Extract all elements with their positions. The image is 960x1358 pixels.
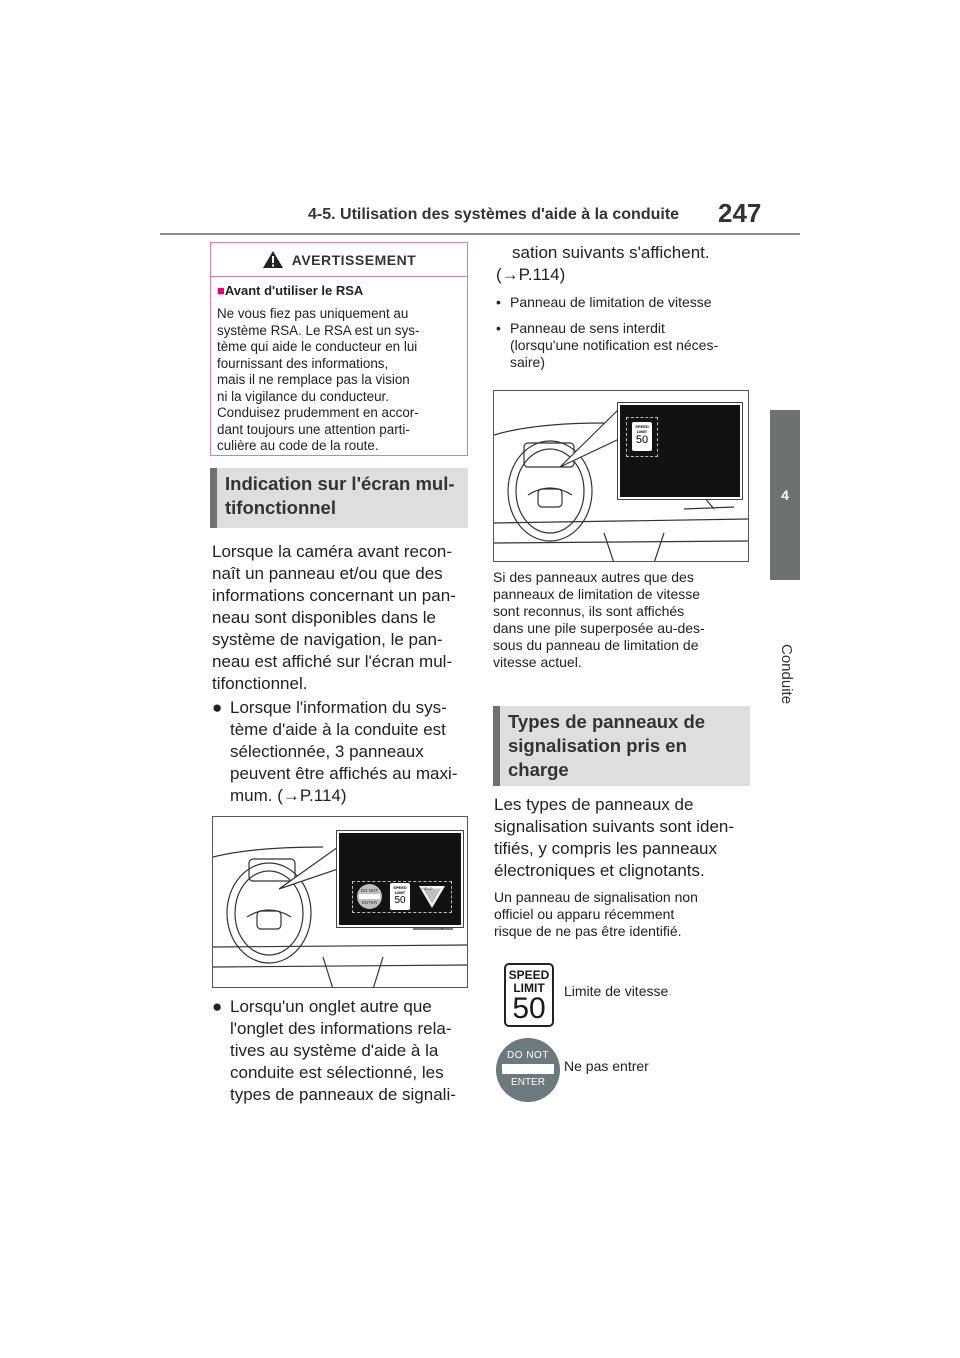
dot-list-item bbox=[496, 320, 758, 371]
do-not-enter-label: Ne pas entrer bbox=[564, 1058, 649, 1074]
heading-line: Types de panneaux de bbox=[508, 711, 706, 732]
warning-line: Ne vous fiez pas uniquement au bbox=[217, 306, 409, 321]
section-heading-sign-types bbox=[493, 706, 750, 786]
do-not-enter-mini-icon bbox=[357, 884, 382, 909]
bullet-dot-icon: ● bbox=[212, 698, 223, 717]
paragraph-line: tifonctionnel. bbox=[212, 674, 308, 693]
note-line: vitesse actuel. bbox=[493, 654, 582, 670]
small-dot-icon: • bbox=[496, 320, 501, 336]
bullet-item bbox=[212, 996, 474, 1106]
subtitle-square-mark: ■ bbox=[217, 283, 225, 298]
bullet-line: conduite est sélectionné, les bbox=[230, 1063, 444, 1082]
multi-display-screen bbox=[337, 831, 463, 927]
note-line: risque de ne pas être identifié. bbox=[494, 923, 682, 939]
sign-stack bbox=[626, 417, 658, 457]
sign-types-paragraph bbox=[494, 794, 756, 882]
warning-box bbox=[210, 242, 468, 456]
paragraph-line: naît un panneau et/ou que des bbox=[212, 564, 443, 583]
note-line: panneaux de limitation de vitesse bbox=[493, 586, 701, 602]
heading-line: signalisation pris en bbox=[508, 735, 687, 756]
mini-speed-value: 50 bbox=[635, 434, 649, 446]
bullet-dot-icon: ● bbox=[212, 997, 223, 1016]
dot-line: saire) bbox=[510, 354, 546, 370]
dot-list-item bbox=[496, 294, 758, 311]
heading-line: Indication sur l'écran mul- bbox=[225, 473, 455, 494]
warning-line: système RSA. Le RSA est un sys- bbox=[217, 322, 420, 338]
bullet-item bbox=[212, 697, 474, 807]
note-line: sous du panneau de limitation de bbox=[493, 637, 699, 653]
warning-body bbox=[211, 298, 467, 455]
dot-item-text bbox=[510, 320, 718, 371]
paragraph-line: électroniques et clignotants. bbox=[494, 861, 705, 880]
note-line: Si des panneaux autres que des bbox=[493, 569, 694, 585]
bullet-text bbox=[230, 697, 457, 807]
paragraph-line: neau sont disponibles dans le bbox=[212, 608, 436, 627]
mini-dne-bottom: ENTER bbox=[361, 900, 378, 905]
mini-speed-top: SPEED bbox=[635, 424, 649, 429]
paragraph-line: neau est affiché sur l'écran mul- bbox=[212, 652, 453, 671]
warning-line: ni la vigilance du conducteur. bbox=[217, 388, 389, 404]
bullet-line: tème d'aide à la conduite est bbox=[230, 720, 446, 739]
speed-limit-mini-icon bbox=[390, 883, 410, 910]
warning-line: culière au code de la route. bbox=[217, 438, 379, 453]
paragraph-line: Les types de panneaux de bbox=[494, 795, 694, 814]
warning-triangle-icon bbox=[262, 250, 284, 269]
dne-top-text: DO NOT bbox=[507, 1050, 549, 1061]
mini-dne-top: DO NOT bbox=[360, 888, 379, 893]
bullet-line: sélectionnée, 3 panneaux bbox=[230, 742, 424, 761]
note-line: officiel ou apparu récemment bbox=[494, 906, 675, 922]
dot-line: Panneau de sens interdit bbox=[510, 320, 665, 336]
stack-note bbox=[493, 569, 753, 671]
mini-speed-mid: LIMIT bbox=[394, 890, 406, 895]
paragraph-line: Lorsque la caméra avant recon- bbox=[212, 542, 453, 561]
bullet-line: Lorsque l'information du sys- bbox=[230, 698, 447, 717]
paragraph-line: informations concernant un pan- bbox=[212, 586, 456, 605]
bullet-line: Lorsqu'un onglet autre que bbox=[230, 997, 432, 1016]
warning-header bbox=[211, 243, 467, 277]
chapter-title: 4-5. Utilisation des systèmes d'aide à la conduite bbox=[308, 206, 680, 223]
warning-line: Conduisez prudemment en accor- bbox=[217, 405, 419, 420]
bullet-text bbox=[230, 996, 456, 1106]
paragraph-line: signalisation suivants sont iden- bbox=[494, 817, 735, 836]
mini-speed-value: 50 bbox=[394, 895, 406, 906]
bullet-line: l'onglet des informations rela- bbox=[230, 1019, 452, 1038]
bullet-line: mum. (→P.114) bbox=[230, 786, 347, 805]
dashboard-single-sign-figure bbox=[493, 390, 749, 562]
note-line: Un panneau de signalisation non bbox=[494, 889, 698, 905]
do-not-enter-sign-icon bbox=[496, 1038, 560, 1102]
bullet-line: types de panneaux de signali- bbox=[230, 1085, 456, 1104]
bullet-line: peuvent être affichés au maxi- bbox=[230, 764, 458, 783]
speed-sign-top-text: SPEED bbox=[508, 968, 550, 982]
speed-limit-mini-icon bbox=[632, 422, 652, 451]
section-heading-display bbox=[210, 468, 468, 528]
warning-line: tème qui aide le conducteur en lui bbox=[217, 339, 418, 354]
mini-speed-top: SPEED bbox=[393, 885, 407, 890]
warning-title: AVERTISSEMENT bbox=[291, 251, 417, 268]
continued-text bbox=[496, 242, 757, 286]
warning-subtitle-text: Avant d'utiliser le RSA bbox=[224, 283, 364, 298]
header-rule bbox=[160, 233, 800, 235]
mini-yield-text: YIELD bbox=[421, 886, 433, 891]
warning-line: dant toujours une attention parti- bbox=[217, 421, 410, 437]
note-line: dans une pile superposée au-des- bbox=[493, 620, 705, 636]
continued-line: (→P.114) bbox=[496, 265, 566, 284]
paragraph-line: système de navigation, le pan- bbox=[212, 630, 443, 649]
bullet-line: tives au système d'aide à la bbox=[230, 1041, 439, 1060]
dashboard-three-signs-figure bbox=[212, 816, 468, 988]
dot-line: (lorsqu'une notification est néces- bbox=[510, 337, 719, 353]
speed-limit-label: Limite de vitesse bbox=[564, 983, 669, 999]
paragraph-line: tifiés, y compris les panneaux bbox=[494, 839, 717, 858]
dne-bar bbox=[502, 1064, 554, 1074]
heading-line: charge bbox=[508, 759, 569, 780]
continued-line: sation suivants s'affichent. bbox=[512, 243, 710, 262]
speed-sign-mid-text: LIMIT bbox=[513, 981, 545, 995]
speed-limit-sign-icon bbox=[504, 963, 554, 1027]
mini-speed-mid: LIMIT bbox=[636, 429, 648, 434]
dne-bottom-text: ENTER bbox=[511, 1077, 545, 1088]
small-dot-icon: • bbox=[496, 294, 501, 310]
dot-item-text: Panneau de limitation de vitesse bbox=[510, 294, 712, 310]
page-number: 247 bbox=[718, 198, 762, 228]
display-paragraph bbox=[212, 541, 472, 695]
speed-sign-value: 50 bbox=[512, 992, 546, 1025]
sign-types-note bbox=[494, 889, 756, 940]
chapter-tab bbox=[770, 410, 800, 580]
warning-subtitle bbox=[211, 277, 467, 298]
warning-line: fournissant des informations, bbox=[217, 355, 389, 371]
chapter-tab-number: 4 bbox=[781, 487, 789, 503]
warning-line: mais il ne remplace pas la vision bbox=[217, 372, 410, 387]
heading-line: tifonctionnel bbox=[225, 497, 336, 518]
sign-stack bbox=[352, 881, 452, 913]
multi-display-screen bbox=[618, 403, 742, 499]
note-line: sont reconnus, ils sont affichés bbox=[493, 603, 685, 619]
chapter-tab-label: Conduite bbox=[778, 644, 795, 705]
